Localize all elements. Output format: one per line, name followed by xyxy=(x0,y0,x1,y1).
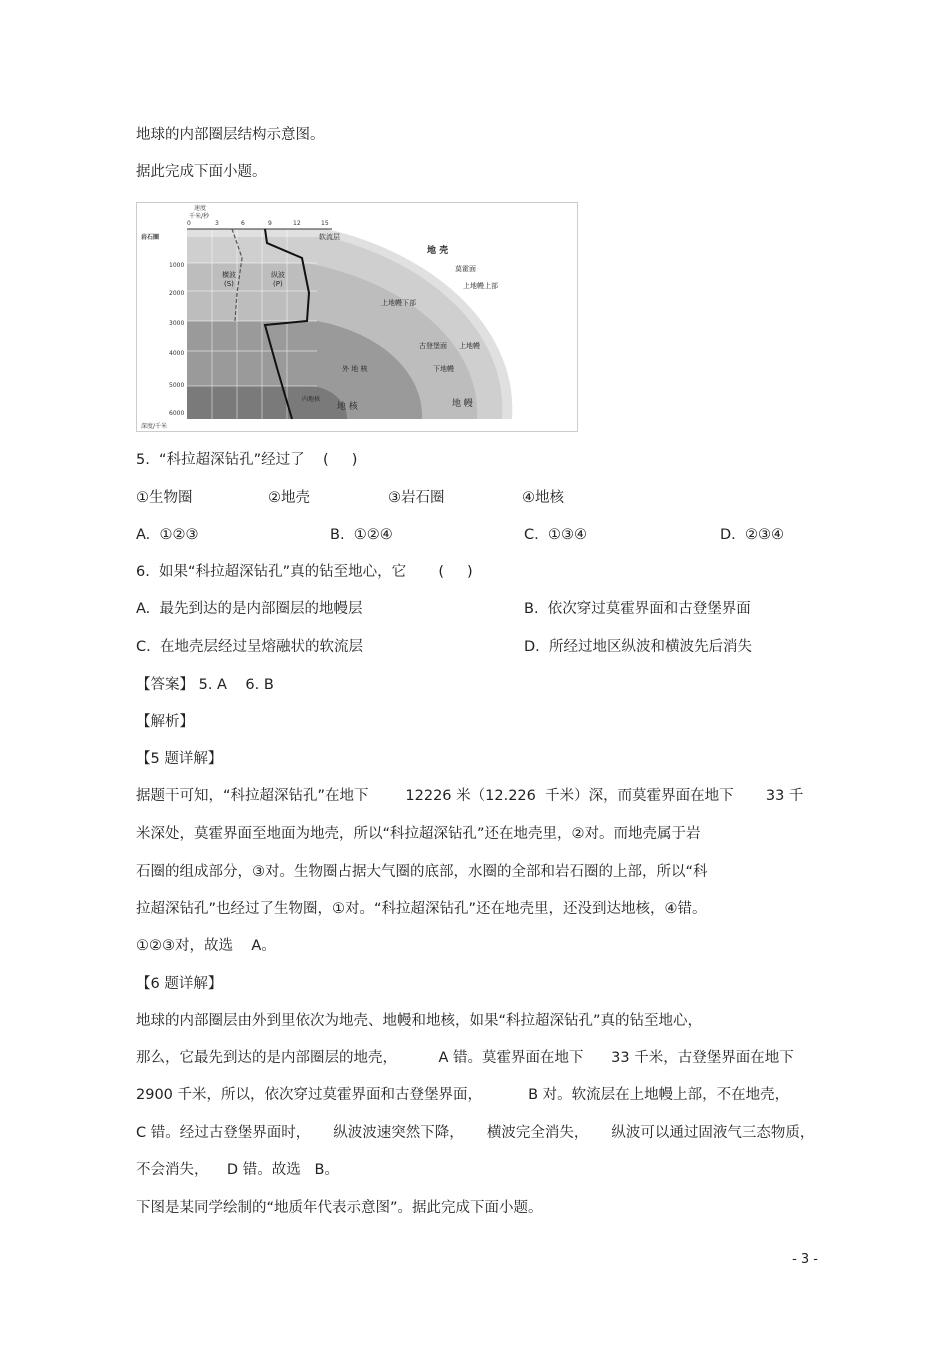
page-number: - 3 - xyxy=(792,1252,818,1267)
q6-option-b: B. 依次穿过莫霍界面和古登堡界面 xyxy=(524,601,751,617)
q5-option-c: C. ①③④ xyxy=(524,527,587,543)
mantle-label: 地 幔 xyxy=(452,399,473,409)
earth-structure-diagram xyxy=(137,203,577,431)
q5-option-a: A. ①②③ xyxy=(136,527,199,543)
upper-mantle-bottom-label: 上地幔下部 xyxy=(381,299,416,307)
s-wave-label: 横波 xyxy=(222,271,236,279)
next-section-text: 下图是某同学绘制的“地质年代表示意图”。据此完成下面小题。 xyxy=(136,1200,543,1216)
depth-tick: 4000 xyxy=(169,350,185,357)
depth-tick: 3000 xyxy=(169,320,185,327)
crust-label: 地 壳 xyxy=(427,246,449,256)
velocity-tick: 0 xyxy=(187,220,191,227)
velocity-tick: 15 xyxy=(321,220,329,227)
prompt-text: 据此完成下面小题。 xyxy=(136,164,267,180)
p-wave-symbol: (P) xyxy=(273,280,283,288)
inner-core-label: 内地核 xyxy=(302,396,321,403)
velocity-tick: 12 xyxy=(293,220,301,227)
velocity-tick: 6 xyxy=(241,220,245,227)
detail-6-line: C 错。经过古登堡界面时， 纵波波速突然下降， 横波完全消失， 纵波可以通过固液气三态物质， xyxy=(136,1125,815,1141)
detail-5-line: 米深处，莫霍界面至地面为地壳，所以“科拉超深钻孔”还在地壳里，②对。而地壳属于岩 xyxy=(136,826,701,842)
s-wave-symbol: (S) xyxy=(224,280,234,288)
velocity-tick: 9 xyxy=(268,220,272,227)
detail-5-line: 石圈的组成部分，③对。生物圈占据大气圈的底部，水圈的全部和岩石圈的上部，所以“科 xyxy=(136,864,708,880)
depth-tick: 6000 xyxy=(169,410,185,417)
detail-6-line: 不会消失， D 错。故选 B。 xyxy=(136,1162,339,1178)
outer-core-label: 外 地 核 xyxy=(342,365,368,373)
q6-option-d: D. 所经过地区纵波和横波先后消失 xyxy=(524,639,752,655)
intro-text: 地球的内部圈层结构示意图。 xyxy=(136,127,325,143)
upper-mantle-top-label: 上地幔上部 xyxy=(463,282,498,290)
q6-stem: 6. 如果“科拉超深钻孔”真的钻至地心，它 ( ) xyxy=(136,564,473,580)
detail-6-line: 地球的内部圈层由外到里依次为地壳、地幔和地核，如果“科拉超深钻孔”真的钻至地心， xyxy=(136,1013,703,1029)
gutenberg-label: 古登堡面 xyxy=(419,342,447,350)
detail-5-heading: 【5 题详解】 xyxy=(136,751,223,767)
detail-5-line: ①②③对，故选 A。 xyxy=(136,938,276,954)
q5-item: ②地壳 xyxy=(268,490,310,506)
answer-line: 【答案】 5. A 6. B xyxy=(136,677,274,693)
q6-option-c: C. 在地壳层经过呈熔融状的软流层 xyxy=(136,639,363,655)
q5-stem: 5. “科拉超深钻孔”经过了 ( ) xyxy=(136,452,358,468)
velocity-label: 速度 xyxy=(194,205,207,212)
velocity-unit: 千米/秒 xyxy=(189,213,210,220)
p-wave-label: 纵波 xyxy=(271,271,285,279)
detail-5-line: 拉超深钻孔”也经过了生物圈，①对。“科拉超深钻孔”还在地壳里，还没到达地核，④错。 xyxy=(136,901,707,917)
detail-6-line: 2900 千米，所以，依次穿过莫霍界面和古登堡界面， B 对。软流层在上地幔上部，不在地壳， xyxy=(136,1087,790,1103)
q5-item: ④地核 xyxy=(522,490,564,506)
q6-option-a: A. 最先到达的是内部圈层的地幔层 xyxy=(136,601,363,617)
upper-mantle-label: 上地幔 xyxy=(459,342,480,350)
q5-option-b: B. ①②④ xyxy=(330,527,393,543)
asthenosphere-label: 软流层 xyxy=(319,233,340,241)
lower-mantle-label: 下地幔 xyxy=(433,365,454,373)
q5-item: ③岩石圈 xyxy=(388,490,445,506)
q5-item: ①生物圈 xyxy=(136,490,193,506)
detail-6-heading: 【6 题详解】 xyxy=(136,976,223,992)
moho-label: 莫霍面 xyxy=(455,265,476,273)
velocity-tick: 3 xyxy=(215,220,219,227)
depth-label: 深度/千米 xyxy=(141,423,168,430)
depth-tick: 1000 xyxy=(169,262,185,269)
analysis-heading: 【解析】 xyxy=(136,714,194,730)
depth-tick: 2000 xyxy=(169,290,185,297)
detail-6-line: 那么，它最先到达的是内部圈层的地壳， A 错。莫霍界面在地下 33 千米，古登堡界面在地下 xyxy=(136,1050,794,1066)
depth-tick: 岩石圈 xyxy=(141,234,160,241)
q5-option-d: D. ②③④ xyxy=(720,527,784,543)
depth-tick: 5000 xyxy=(169,382,185,389)
core-label: 地 核 xyxy=(337,402,358,412)
earth-structure-figure xyxy=(136,202,578,432)
detail-5-line: 据题干可知，“科拉超深钻孔”在地下 12226 米（12.226 千米）深，而莫霍界面在地下 33 千 xyxy=(136,788,804,804)
